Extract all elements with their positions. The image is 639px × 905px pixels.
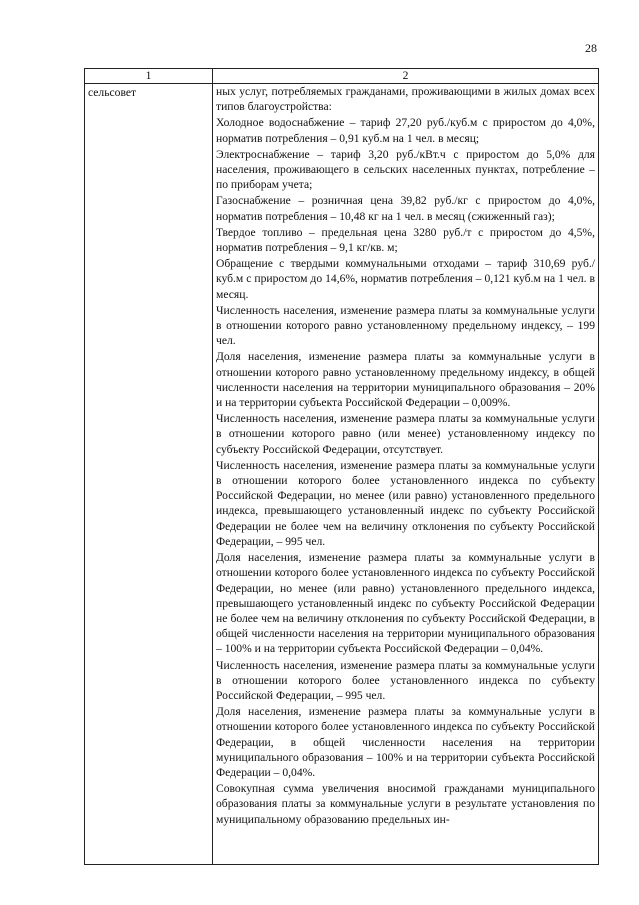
municipality-type-label: сельсовет (88, 86, 137, 99)
column2-cell (213, 84, 599, 865)
paragraph-solid-fuel: Твердое топливо – предельная цена 3280 руб./т с приростом до 4,5%, норматив потребления – 9,1 кг/кв. м; (216, 225, 595, 255)
table-row (85, 84, 599, 865)
paragraph-share-between: Доля населения, изменение размера платы за коммунальные услуги в отношении которого более установленного индекса по субъекту Российской Федерации, но менее (или равно) установленного предельного индекса, превышающего установленный индекс по субъекту Российской Федерации не более чем на величину отклонения по субъекту Российской Федерации, в общей численности населения на территории муниципального образования – 100% и на территории субъекта Российской Федерации – 0,04%. (216, 551, 595, 656)
paragraph-cold-water: Холодное водоснабжение – тариф 27,20 руб./куб.м с приростом до 4,0%, норматив потребления – 0,91 куб.м на 1 чел. в месяц; (216, 116, 595, 145)
table-header-row (85, 69, 599, 84)
paragraph-population-equal-limit: Численность населения, изменение размера платы за коммунальные услуги в отношении которого равно установленному предельному индексу, – 199 чел. (216, 303, 595, 348)
paragraph-intro: ных услуг, потребляемых гражданами, проживающими в жилых домах всех типов благоустройства: (216, 85, 595, 114)
column-header-2: 2 (213, 69, 599, 84)
paragraph-share-above-index: Доля населения, изменение размера платы за коммунальные услуги в отношении которого более установленного индекса по субъекту Российской Федерации, в общей численности населения на территории муниципального образования – 100% и на территории субъекта Российской Федерации – 0,04%. (216, 705, 595, 779)
paragraph-population-below-index: Численность населения, изменение размера платы за коммунальные услуги в отношении которого равно (или менее) установленному индексу по субъекту Российской Федерации, отсутствует. (216, 412, 595, 456)
paragraph-gas: Газоснабжение – розничная цена 39,82 руб./кг с приростом до 4,0%, норматив потребления – 10,48 кг на 1 чел. в месяц (сжиженный газ); (216, 194, 595, 223)
paragraph-population-between: Численность населения, изменение размера платы за коммунальные услуги в отношении которого более установленного индекса по субъекту Российской Федерации, но менее (или равно) установленного предельного индекса, превышающего установленный индекс по субъекту Российской Федерации не более чем на величину отклонения по субъекту Российской Федерации, – 995 чел. (216, 458, 595, 548)
paragraph-waste: Обращение с твердыми коммунальными отходами – тариф 310,69 руб./куб.м с приростом до 14,6%, норматив потребления – 0,121 куб.м на 1 чел. в месяц. (216, 257, 595, 301)
paragraph-total-increase: Совокупная сумма увеличения вносимой гражданами муниципального образования платы за коммунальные услуги в результате установления по муниципальному образованию предельных ин- (216, 782, 595, 826)
paragraph-electricity: Электроснабжение – тариф 3,20 руб./кВт.ч с приростом до 5,0% для населения, проживающего в сельских населенных пунктах, потребление – по приборам учета; (216, 147, 595, 192)
column1-cell (85, 84, 213, 865)
document-table (84, 68, 599, 865)
page-number: 28 (585, 41, 597, 55)
column-header-1: 1 (85, 69, 213, 84)
cell-body (216, 84, 595, 864)
paragraph-share-equal-limit: Доля населения, изменение размера платы за коммунальные услуги в отношении которого равно установленному предельному индексу, в общей численности населения на территории муниципального образования – 20% и на территории субъекта Российской Федерации – 0,009%. (216, 350, 595, 410)
paragraph-population-above-index: Численность населения, изменение размера платы за коммунальные услуги в отношении которого более установленного индекса по субъекту Российской Федерации, – 995 чел. (216, 658, 595, 702)
